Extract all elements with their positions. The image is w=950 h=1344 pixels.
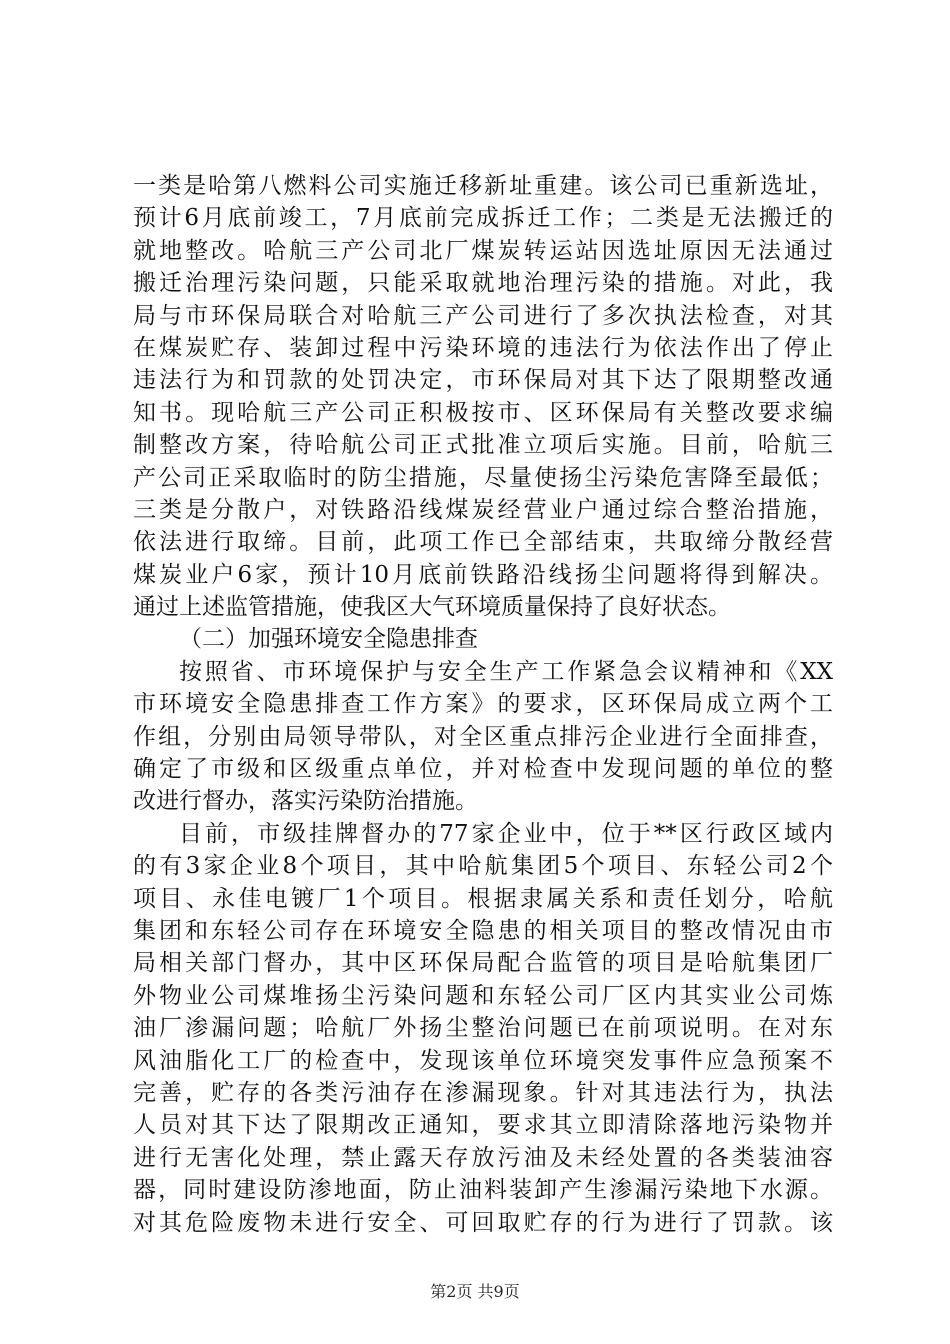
- text-line: 局与市环保局联合对哈航三产公司进行了多次执法检查，对其: [133, 302, 833, 329]
- text-line: 改进行督办，落实污染防治措施。: [133, 788, 478, 815]
- text-line: 进行无害化处理，禁止露天存放污油及未经处置的各类装油容: [133, 1144, 833, 1171]
- text-line: 油厂渗漏问题；哈航厂外扬尘整治问题已在前项说明。在对东: [133, 1015, 833, 1042]
- text-line: 外物业公司煤堆扬尘污染问题和东轻公司厂区内其实业公司炼: [133, 982, 833, 1009]
- text-line: 一类是哈第八燃料公司实施迁移新址重建。该公司已重新选址，: [133, 173, 833, 199]
- text-line: 风油脂化工厂的检查中，发现该单位环境突发事件应急预案不: [133, 1047, 833, 1074]
- text-line: 煤炭业户6家，预计10月底前铁路沿线扬尘问题将得到解决。: [133, 561, 833, 588]
- text-line: 完善，贮存的各类污油存在渗漏现象。针对其违法行为，执法: [133, 1079, 833, 1106]
- text-line: 三类是分散户，对铁路沿线煤炭经营业户通过综合整治措施，: [133, 496, 833, 523]
- text-line: 市环境安全隐患排查工作方案》的要求，区环保局成立两个工: [133, 691, 833, 718]
- text-line: 通过上述监管措施，使我区大气环境质量保持了良好状态。: [133, 594, 731, 621]
- text-line: 局相关部门督办，其中区环保局配合监管的项目是哈航集团厂: [133, 950, 833, 977]
- text-line: 就地整改。哈航三产公司北厂煤炭转运站因选址原因无法通过: [133, 237, 833, 264]
- text-line: （二）加强环境安全隐患排查: [179, 626, 478, 653]
- text-line: 知书。现哈航三产公司正积极按市、区环保局有关整改要求编: [133, 399, 833, 426]
- text-line: 在煤炭贮存、装卸过程中污染环境的违法行为依法作出了停止: [133, 334, 833, 361]
- document-body: [133, 170, 833, 1239]
- text-line: 确定了市级和区级重点单位，并对检查中发现问题的单位的整: [133, 756, 833, 783]
- text-line: 违法行为和罚款的处罚决定，市环保局对其下达了限期整改通: [133, 367, 833, 394]
- text-line: 人员对其下达了限期改正通知，要求其立即清除落地污染物并: [133, 1112, 833, 1139]
- text-line: 目前，市级挂牌督办的77家企业中，位于**区行政区域内: [179, 820, 833, 847]
- text-line: 搬迁治理污染问题，只能采取就地治理污染的措施。对此，我: [133, 270, 833, 297]
- text-line: 预计6月底前竣工，7月底前完成拆迁工作；二类是无法搬迁的: [133, 205, 833, 232]
- text-line: 器，同时建设防渗地面，防止油料装卸产生渗漏污染地下水源。: [133, 1177, 833, 1204]
- text-line: 按照省、市环境保护与安全生产工作紧急会议精神和《XX: [179, 658, 833, 685]
- text-line: 项目、永佳电镀厂1个项目。根据隶属关系和责任划分，哈航: [133, 885, 833, 912]
- text-line: 对其危险废物未进行安全、可回取贮存的行为进行了罚款。该: [133, 1209, 833, 1236]
- page-footer: 第2页 共9页: [430, 1282, 520, 1301]
- text-line: 制整改方案，待哈航公司正式批准立项后实施。目前，哈航三: [133, 432, 833, 459]
- text-line: 的有3家企业8个项目，其中哈航集团5个项目、东轻公司2个: [133, 853, 833, 880]
- text-line: 产公司正采取临时的防尘措施，尽量使扬尘污染危害降至最低；: [133, 464, 833, 491]
- text-line: 集团和东轻公司存在环境安全隐患的相关项目的整改情况由市: [133, 917, 833, 944]
- text-line: 依法进行取缔。目前，此项工作已全部结束，共取缔分散经营: [133, 529, 833, 556]
- text-line: 作组，分别由局领导带队，对全区重点排污企业进行全面排查，: [133, 723, 833, 750]
